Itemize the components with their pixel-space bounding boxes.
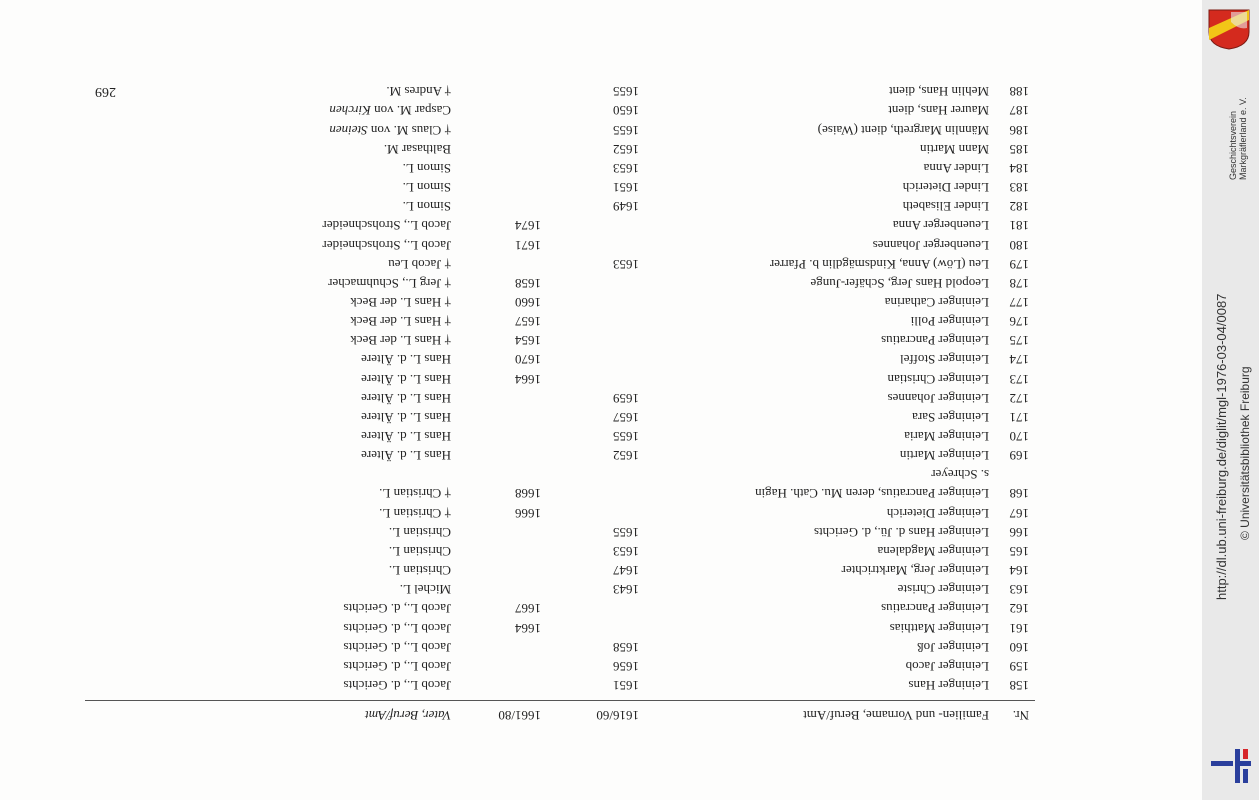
university-library-logo-icon: [1211, 745, 1251, 785]
table-row: [85, 502, 1035, 521]
row-name: Leininger Dieterich: [886, 505, 989, 521]
row-nr: 181: [1009, 218, 1029, 234]
row-year-1: 1658: [613, 639, 639, 655]
row-nr: 169: [1009, 448, 1029, 464]
row-nr: 163: [1009, 582, 1029, 598]
row-father: Simon L.: [402, 180, 451, 196]
table-row: [85, 119, 1035, 138]
row-year-2: 1657: [515, 314, 541, 330]
table-row: [85, 674, 1035, 693]
table-row: [85, 597, 1035, 616]
row-nr: 164: [1009, 563, 1029, 579]
row-father: † Hans L. der Beck: [350, 314, 451, 330]
row-nr: 180: [1009, 237, 1029, 253]
table-row: [85, 406, 1035, 425]
row-father: Hans L. d. Ältere: [361, 352, 451, 368]
row-nr: 184: [1009, 160, 1029, 176]
row-name: Maurer Hans, dient: [888, 103, 989, 119]
society-crest-icon: [1207, 8, 1251, 50]
row-father: † Jerg L., Schuhmacher: [328, 275, 451, 291]
header-name: Familien- und Vorname, Beruf/Amt: [803, 708, 989, 723]
row-name: Leininger Johannes: [887, 390, 989, 406]
table-header: [85, 703, 1035, 723]
society-name-line2: Markgräflerland e. V.: [1238, 97, 1248, 180]
row-father: Christian L.: [388, 543, 451, 559]
table-row: [85, 329, 1035, 348]
row-father: Jacob L., d. Gerichts: [343, 639, 451, 655]
rotated-table-block: [85, 75, 1035, 725]
row-father: Hans L. d. Ältere: [361, 429, 451, 445]
table-row: [85, 234, 1035, 253]
row-name: Linder Anna: [923, 160, 989, 176]
row-father: † Christian L.: [379, 486, 451, 502]
row-nr: 166: [1009, 524, 1029, 540]
table-row: [85, 387, 1035, 406]
row-father: Hans L. d. Ältere: [361, 390, 451, 406]
table-row: [85, 636, 1035, 655]
row-year-1: 1651: [613, 678, 639, 693]
row-year-2: 1668: [515, 486, 541, 502]
row-nr: 185: [1009, 141, 1029, 157]
row-year-1: 1652: [613, 141, 639, 157]
row-name: Mann Martin: [920, 141, 989, 157]
row-year-1: 1656: [613, 658, 639, 674]
row-year-1: 1659: [613, 390, 639, 406]
row-father: Hans L. d. Ältere: [361, 409, 451, 425]
row-name: Leininger Catharina: [884, 295, 989, 310]
table-row: [85, 559, 1035, 578]
row-father: Jacob L., d. Gerichts: [343, 658, 451, 674]
table-row: [85, 540, 1035, 559]
row-year-1: 1643: [613, 582, 639, 598]
row-year-1: 1650: [613, 103, 639, 119]
row-nr: 178: [1009, 275, 1029, 291]
row-nr: 186: [1009, 122, 1029, 138]
row-year-2: 1670: [515, 352, 541, 368]
row-name: Leininger Hans: [908, 678, 989, 693]
row-nr: 176: [1009, 314, 1029, 330]
header-rule: [85, 700, 1035, 701]
row-year-2: 1664: [515, 620, 541, 636]
row-year-1: 1655: [613, 84, 639, 100]
row-nr: 159: [1009, 658, 1029, 674]
table-row: [85, 655, 1035, 674]
page-number: 269: [95, 84, 116, 99]
table-row: [85, 272, 1035, 291]
table-row: [85, 291, 1035, 310]
table-row: [85, 444, 1035, 463]
row-father: Jacob L., Strohschneider: [322, 218, 451, 234]
row-father: † Christian L.: [379, 505, 451, 521]
row-nr: 188: [1009, 84, 1029, 100]
row-father: Christian L.: [388, 524, 451, 540]
table-row: [85, 100, 1035, 119]
copyright-notice: © Universitätsbibliothek Freiburg: [1238, 366, 1252, 540]
table-row: [85, 195, 1035, 214]
row-nr: 171: [1009, 409, 1029, 425]
row-name: Leininger Christe: [897, 582, 989, 598]
row-name: Leininger Pancratius: [881, 333, 989, 349]
table-row: [85, 310, 1035, 329]
table-row: [85, 425, 1035, 444]
row-father: Jacob L., Strohschneider: [322, 237, 451, 253]
row-year-1: 1649: [613, 199, 639, 215]
table-row: [85, 578, 1035, 597]
row-name: Linder Dieterich: [902, 180, 989, 196]
table-row: [85, 348, 1035, 367]
row-father: Simon L.: [402, 199, 451, 215]
row-name: Leuenberger Johannes: [872, 237, 989, 253]
row-father: Jacob L., d. Gerichts: [343, 678, 451, 693]
header-father: Vater, Beruf/Amt: [365, 708, 451, 723]
row-father: † Jacob Leu: [388, 256, 451, 272]
row-nr: 170: [1009, 429, 1029, 445]
row-year-2: 1658: [515, 275, 541, 291]
row-year-1: 1655: [613, 524, 639, 540]
row-father: † Claus M. von Steinen: [329, 122, 451, 138]
row-nr: 161: [1009, 620, 1029, 636]
row-father: † Hans L. der Beck: [350, 295, 451, 310]
row-father: † Hans L. der Beck: [350, 333, 451, 349]
row-name: Leininger Martin: [899, 448, 989, 464]
table-row: [85, 368, 1035, 387]
row-nr: 165: [1009, 543, 1029, 559]
table-row: [85, 617, 1035, 636]
row-name: Leininger Polli: [910, 314, 989, 330]
row-nr: 160: [1009, 639, 1029, 655]
row-name: Leininger Joß: [917, 639, 989, 655]
table-row: [85, 138, 1035, 157]
table-row: [85, 463, 1035, 482]
row-father: Hans L. d. Ältere: [361, 448, 451, 464]
table-row: [85, 80, 1035, 99]
row-name: s. Schreyer: [931, 467, 989, 483]
source-url-link[interactable]: http://dl.ub.uni-freiburg.de/diglit/mgl-1976-03-04/0087: [1214, 293, 1229, 600]
header-nr: Nr.: [1012, 708, 1029, 723]
row-nr: 182: [1009, 199, 1029, 215]
row-nr: 162: [1009, 601, 1029, 617]
row-name: Männlin Margreth, dient (Waise): [817, 122, 989, 138]
row-year-2: 1671: [515, 237, 541, 253]
row-name: Leininger Matthias: [889, 620, 989, 636]
table-row: [85, 176, 1035, 195]
row-year-1: 1653: [613, 160, 639, 176]
row-name: Leininger Jacob: [905, 658, 989, 674]
table-row: [85, 521, 1035, 540]
row-nr: 175: [1009, 333, 1029, 349]
table-row: [85, 483, 1035, 502]
row-father: Hans L. d. Ältere: [361, 371, 451, 387]
row-name: Leininger Stoffel: [900, 352, 989, 368]
row-year-2: 1667: [515, 601, 541, 617]
header-years-1: 1616/60: [596, 708, 639, 723]
row-name: Leopold Hans Jerg, Schäfer-Junge: [810, 275, 989, 291]
row-year-1: 1651: [613, 180, 639, 196]
row-name: Leu (Löw) Anna, Kindsmägdlin b. Pfarrer: [769, 256, 989, 272]
row-year-2: 1660: [515, 295, 541, 310]
table-row: [85, 157, 1035, 176]
row-name: Leininger Maria: [904, 429, 989, 445]
row-nr: 173: [1009, 371, 1029, 387]
society-name-line1: Geschichtsverein: [1228, 110, 1238, 180]
row-father: Jacob L., d. Gerichts: [343, 601, 451, 617]
row-nr: 183: [1009, 180, 1029, 196]
row-name: Leuenberger Anna: [892, 218, 989, 234]
row-year-2: 1674: [515, 218, 541, 234]
row-year-2: 1666: [515, 505, 541, 521]
header-years-2: 1661/80: [498, 708, 541, 723]
row-name: Mehlin Hans, dient: [888, 84, 989, 100]
row-father: Caspar M. von Kirchen: [329, 103, 451, 119]
row-year-1: 1655: [613, 122, 639, 138]
row-name: Leininger Jerg, Marktrichter: [841, 563, 989, 579]
row-father: Michel L.: [399, 582, 451, 598]
row-name: Leininger Pancratius, deren Mu. Cath. Hagin: [755, 486, 989, 502]
row-father: Simon L.: [402, 160, 451, 176]
row-father: Christian L.: [388, 563, 451, 579]
row-name: Leininger Pancratius: [881, 601, 989, 617]
row-year-1: 1653: [613, 256, 639, 272]
row-name: Leininger Magdalena: [877, 543, 989, 559]
row-year-1: 1657: [613, 409, 639, 425]
row-year-2: 1664: [515, 371, 541, 387]
row-nr: 168: [1009, 486, 1029, 502]
row-year-1: 1653: [613, 543, 639, 559]
row-name: Leininger Sara: [912, 409, 989, 425]
row-name: Leininger Hans d. Jü., d. Gerichts: [813, 524, 989, 540]
row-father: Balthasar M.: [383, 141, 451, 157]
row-year-2: 1654: [515, 333, 541, 349]
row-year-1: 1652: [613, 448, 639, 464]
row-nr: 177: [1009, 295, 1029, 310]
table-row: [85, 253, 1035, 272]
row-nr: 174: [1009, 352, 1029, 368]
row-nr: 158: [1009, 678, 1029, 693]
row-nr: 187: [1009, 103, 1029, 119]
row-year-1: 1647: [613, 563, 639, 579]
row-year-1: 1655: [613, 429, 639, 445]
row-father: Jacob L., d. Gerichts: [343, 620, 451, 636]
table-row: [85, 214, 1035, 233]
row-name: Leininger Christian: [887, 371, 989, 387]
row-father: † Andres M.: [386, 84, 451, 100]
row-nr: 167: [1009, 505, 1029, 521]
row-nr: 179: [1009, 256, 1029, 272]
row-nr: 172: [1009, 390, 1029, 406]
row-name: Linder Elisabeth: [902, 199, 989, 215]
